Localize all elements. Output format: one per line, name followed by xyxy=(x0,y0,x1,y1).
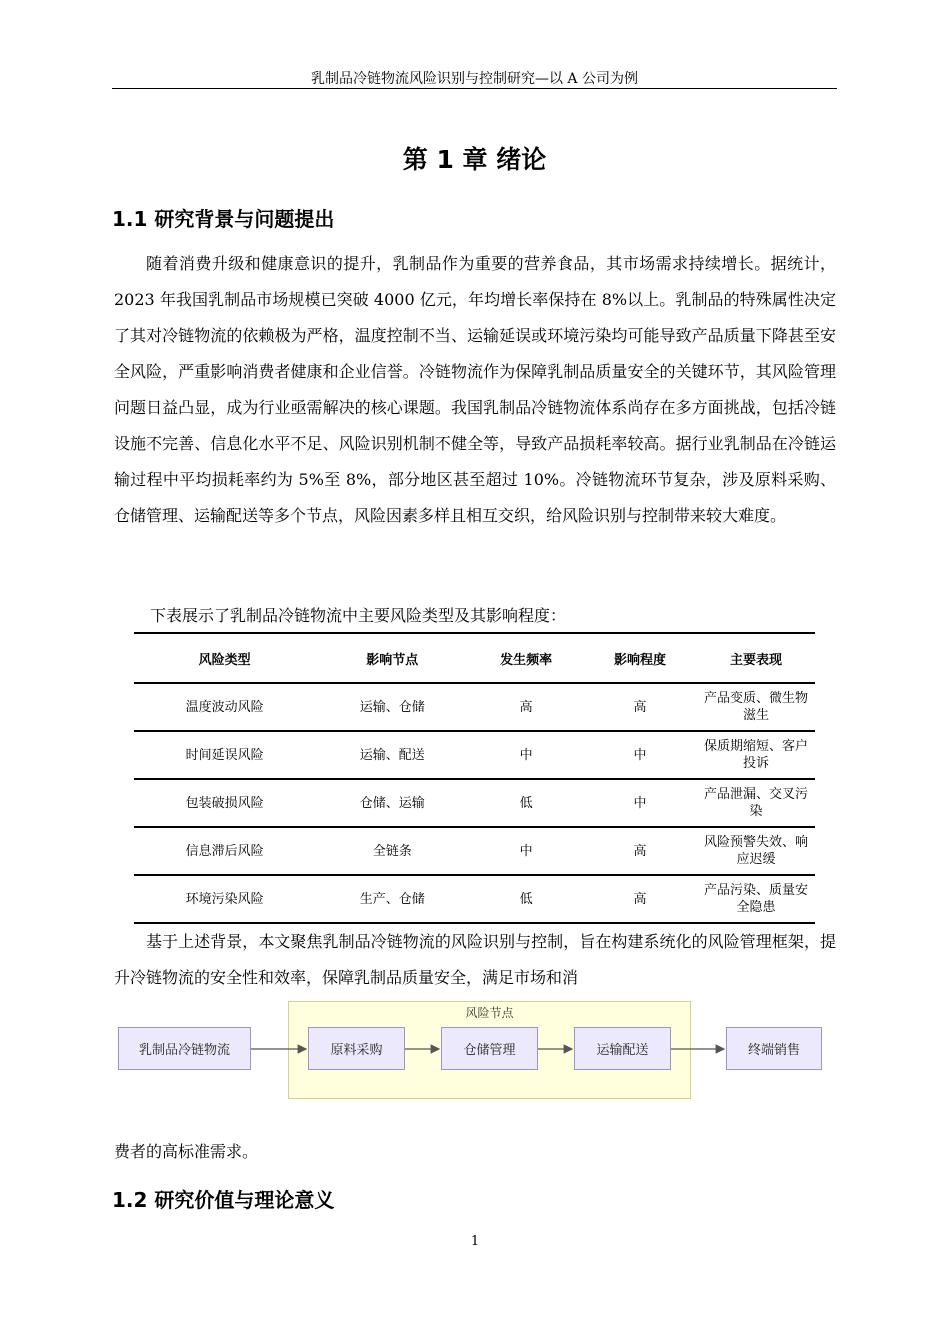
header-impact: 影响程度 xyxy=(583,633,697,683)
flow-node-retail: 终端销售 xyxy=(726,1027,822,1070)
cell-symptom: 产品泄漏、交叉污染 xyxy=(697,779,815,827)
header-rule xyxy=(112,88,837,89)
risk-table xyxy=(134,632,815,924)
risk-flow-diagram xyxy=(116,1000,826,1100)
running-header: 乳制品冷链物流风险识别与控制研究—以 A 公司为例 xyxy=(310,71,638,87)
header-symptom: 主要表现 xyxy=(697,633,815,683)
flow-node-cold-chain: 乳制品冷链物流 xyxy=(118,1027,251,1070)
cell-impact: 中 xyxy=(583,731,697,779)
paragraph-background: 随着消费升级和健康意识的提升，乳制品作为重要的营养食品，其市场需求持续增长。据统计，2023 年我国乳制品市场规模已突破 4000 亿元，年均增长率保持在 8%以上。乳制品的特殊属性决定了其对冷链物流的依赖极为严格，温度控制不当、运输延误或环境污染均可能导致产品质量下降甚至安全风险，严重影响消费者健康和企业信誉。冷链物流作为保障乳制品质量安全的关键环节，其风险管理问题日益凸显，成为行业亟需解决的核心课题。我国乳制品冷链物流体系尚存在多方面挑战，包括冷链设施不完善、信息化水平不足、风险识别机制不健全等，导致产品损耗率较高。据行业乳制品在冷链运输过程中平均损耗率约为 5%至 8%，部分地区甚至超过 10%。冷链物流环节复杂，涉及原料采购、仓储管理、运输配送等多个节点，风险因素多样且相互交织，给风险识别与控制带来较大难度。 xyxy=(114,254,836,525)
cell-symptom: 风险预警失效、响应迟缓 xyxy=(697,827,815,875)
cell-risk-type: 信息滞后风险 xyxy=(134,827,315,875)
cell-risk-type: 温度波动风险 xyxy=(134,683,315,731)
table-row xyxy=(134,683,815,731)
cell-frequency: 中 xyxy=(469,827,583,875)
cell-node: 运输、配送 xyxy=(315,731,469,779)
cell-symptom: 产品污染、质量安全隐患 xyxy=(697,875,815,923)
cell-risk-type: 包装破损风险 xyxy=(134,779,315,827)
flow-node-distribution: 运输配送 xyxy=(574,1027,671,1070)
cell-frequency: 高 xyxy=(469,683,583,731)
cell-impact: 高 xyxy=(583,827,697,875)
cell-frequency: 低 xyxy=(469,875,583,923)
cell-symptom: 产品变质、微生物滋生 xyxy=(697,683,815,731)
paragraph-aim-continued: 费者的高标准需求。 xyxy=(114,1142,259,1161)
header-node: 影响节点 xyxy=(315,633,469,683)
cell-node: 生产、仓储 xyxy=(315,875,469,923)
cell-impact: 高 xyxy=(583,683,697,731)
cell-symptom: 保质期缩短、客户投诉 xyxy=(697,731,815,779)
cell-risk-type: 环境污染风险 xyxy=(134,875,315,923)
page-number: 1 xyxy=(470,1234,480,1249)
flow-node-warehousing: 仓储管理 xyxy=(441,1027,538,1070)
paragraph-aim: 基于上述背景，本文聚焦乳制品冷链物流的风险识别与控制，旨在构建系统化的风险管理框架，提升冷链物流的安全性和效率，保障乳制品质量安全，满足市场和消 xyxy=(114,932,836,987)
flow-node-procurement: 原料采购 xyxy=(308,1027,405,1070)
cell-node: 运输、仓储 xyxy=(315,683,469,731)
cell-frequency: 低 xyxy=(469,779,583,827)
table-row xyxy=(134,731,815,779)
section-1-2-title: 1.2 研究价值与理论意义 xyxy=(112,1188,335,1212)
chapter-title: 第 1 章 绪论 xyxy=(402,145,547,174)
cell-impact: 中 xyxy=(583,779,697,827)
section-1-1-title: 1.1 研究背景与问题提出 xyxy=(112,207,335,231)
cell-node: 仓储、运输 xyxy=(315,779,469,827)
table-header-row xyxy=(134,633,815,683)
table-row xyxy=(134,875,815,923)
cell-frequency: 中 xyxy=(469,731,583,779)
risk-node-group-label: 风险节点 xyxy=(465,1006,514,1020)
table-row xyxy=(134,827,815,875)
cell-risk-type: 时间延误风险 xyxy=(134,731,315,779)
cell-impact: 高 xyxy=(583,875,697,923)
table-intro: 下表展示了乳制品冷链物流中主要风险类型及其影响程度： xyxy=(150,606,567,625)
header-frequency: 发生频率 xyxy=(469,633,583,683)
cell-node: 全链条 xyxy=(315,827,469,875)
table-row xyxy=(134,779,815,827)
header-risk-type: 风险类型 xyxy=(134,633,315,683)
